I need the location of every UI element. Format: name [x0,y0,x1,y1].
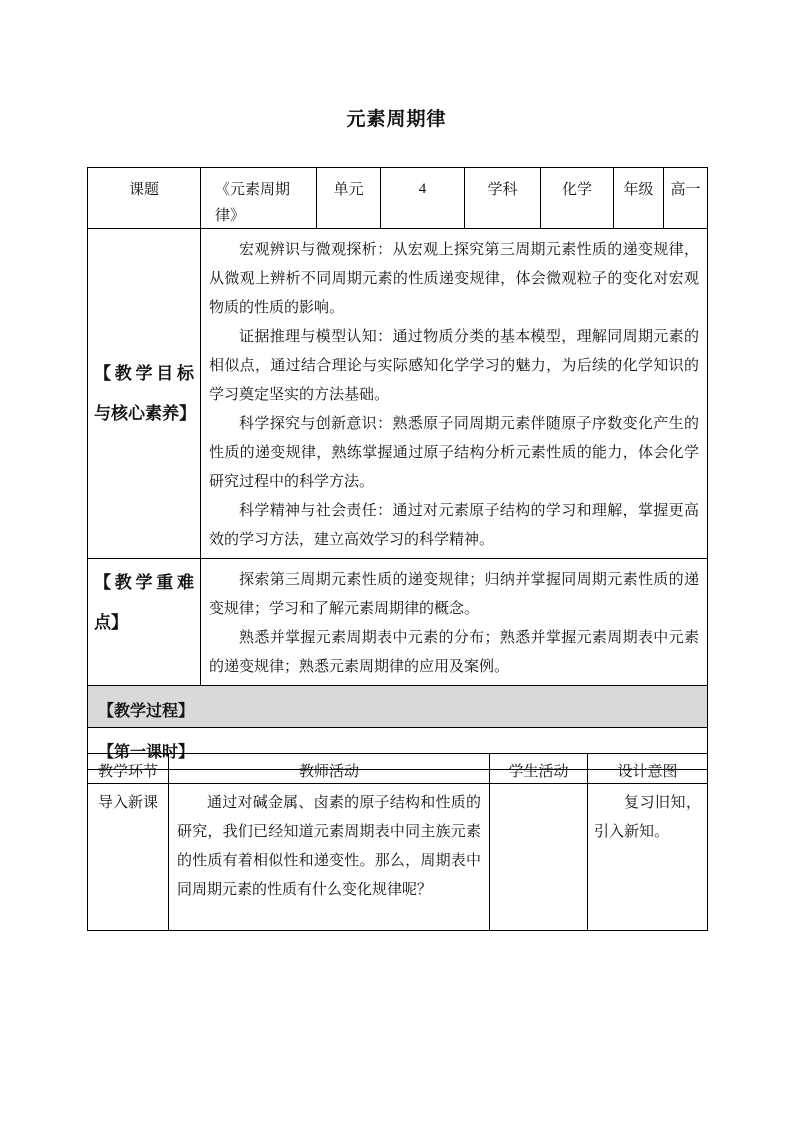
col-teacher-header: 教师活动 [169,754,490,784]
objectives-row [88,229,708,559]
objective-paragraph: 科学精神与社会责任：通过对元素原子结构的学习和理解，掌握更高效的学习方法，建立高效学习的科学精神。 [209,501,699,548]
teacher-activity-text: 通过对碱金属、卤素的原子结构和性质的研究，我们已经知道元素周期表中同主族元素的性质有着相似性和递变性。那么，周期表中同周期元素的性质有什么变化规律呢？ [177,793,481,898]
objectives-label-text: 【教学目标与核心素养】 [94,363,196,424]
subject-label: 学科 [465,168,541,229]
grade-label: 年级 [614,168,664,229]
topic-value: 《元素周期律》 [201,168,317,229]
topic-label: 课题 [88,168,201,229]
session-title: 【第一课时】 [88,728,708,770]
info-row [88,168,708,229]
subject-value: 化学 [541,168,614,229]
teacher-activity-cell [169,784,490,931]
objective-paragraph: 证据推理与模型认知：通过物质分类的基本模型，理解同周期元素的相似点，通过结合理论与实际感知化学学习的魅力，为后续的化学知识的学习奠定坚实的方法基础。 [209,327,699,403]
stage-cell: 导入新课 [88,784,169,931]
col-student-header: 学生活动 [490,754,588,784]
intent-cell [588,784,708,931]
grade-value: 高一 [664,168,708,229]
process-title: 【教学过程】 [88,686,708,728]
lesson-info-table [87,167,708,770]
key-points-label-text: 【教学重难点】 [94,573,194,633]
key-points-content [201,559,708,686]
student-activity-cell [490,784,588,931]
unit-value: 4 [381,168,465,229]
col-stage-header: 教学环节 [88,754,169,784]
objectives-label [88,229,201,559]
col-intent-header: 设计意图 [588,754,708,784]
table-row [88,784,708,931]
key-point-paragraph: 探索第三周期元素性质的递变规律；归纳并掌握同周期元素性质的递变规律；学习和了解元素周期律的概念。 [209,570,699,617]
key-point-paragraph: 熟悉并掌握元素周期表中元素的分布；熟悉并掌握元素周期表中元素的递变规律；熟悉元素周期律的应用及案例。 [209,628,699,675]
objectives-content [201,229,708,559]
key-points-row [88,559,708,686]
key-points-label [88,559,201,686]
objective-paragraph: 科学探究与创新意识：熟悉原子同周期元素伴随原子序数变化产生的性质的递变规律，熟练掌握通过原子结构分析元素性质的能力，体会化学研究过程中的科学方法。 [209,414,699,490]
intent-text: 复习旧知，引入新知。 [594,793,701,840]
process-title-row [88,686,708,728]
process-header-row [88,754,708,784]
process-table [87,753,708,931]
page-title: 元素周期律 [346,108,447,130]
objective-paragraph: 宏观辨识与微观探析：从宏观上探究第三周期元素性质的递变规律，从微观上辨析不同周期元素的性质递变规律，体会微观粒子的变化对宏观物质的性质的影响。 [209,240,699,316]
unit-label: 单元 [317,168,381,229]
